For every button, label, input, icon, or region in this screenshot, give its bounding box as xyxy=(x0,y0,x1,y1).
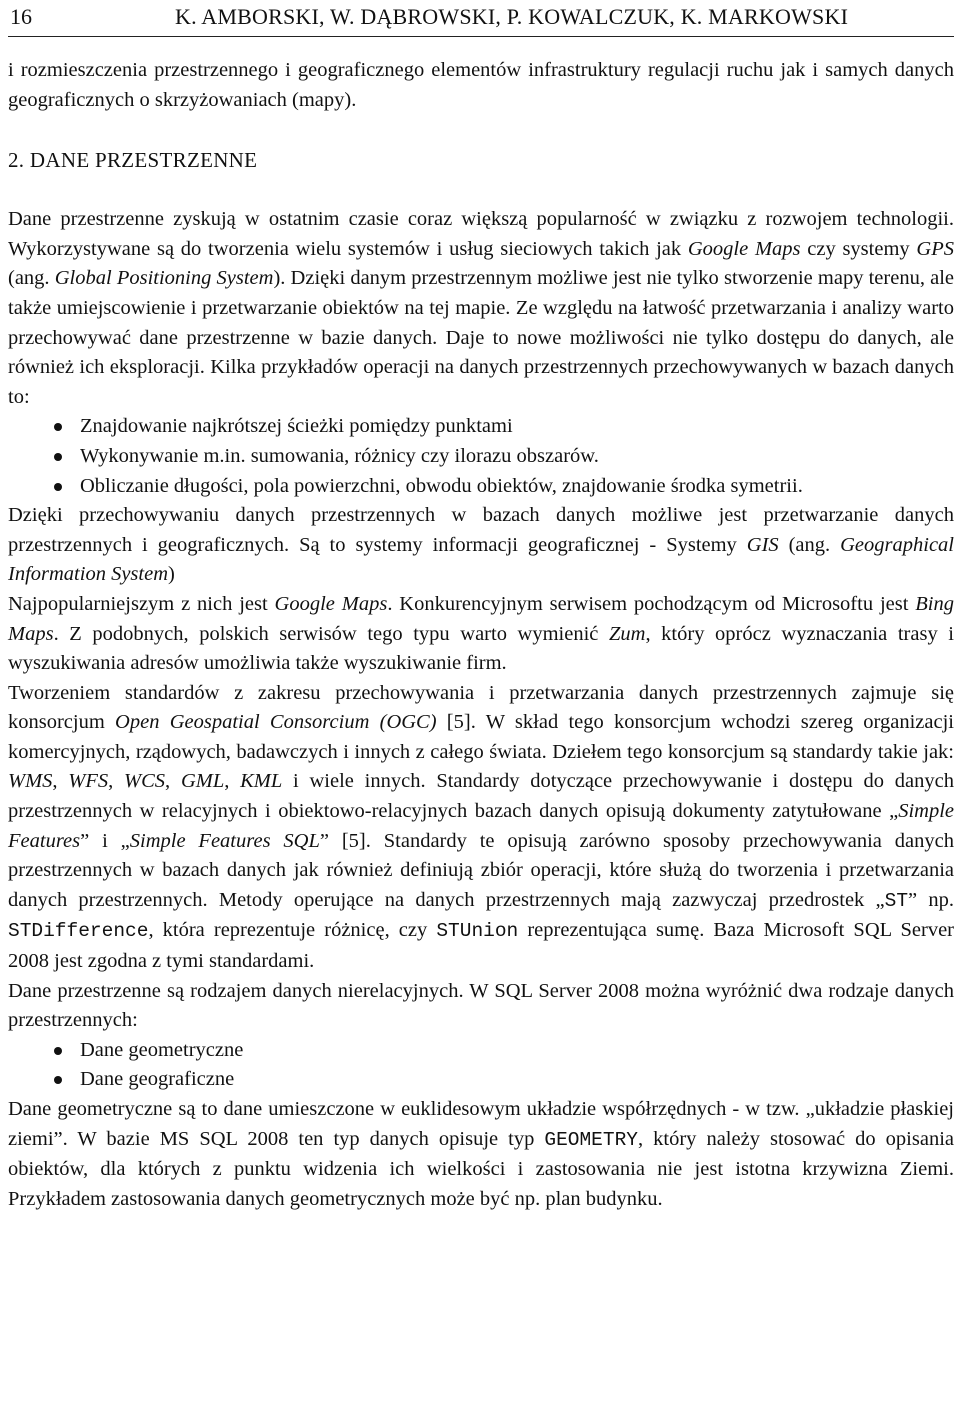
bullet-icon xyxy=(54,453,62,461)
list-item: Obliczanie długości, pola powierzchni, obwodu obiektów, znajdowanie środka symetrii. xyxy=(8,472,954,502)
paragraph-nonrelational: Dane przestrzenne są rodzajem danych nierelacyjnych. W SQL Server 2008 można wyróżnić dwa rodzaje danych przestrzennych: xyxy=(8,979,954,1032)
term-wfs: WFS xyxy=(68,770,109,793)
section-number: 2. xyxy=(8,148,25,173)
bullet-icon xyxy=(54,423,62,431)
section-heading xyxy=(8,145,954,175)
term-zum: Zum xyxy=(608,622,646,645)
list-item: Wykonywanie m.in. sumowania, różnicy czy ilorazu obszarów. xyxy=(8,442,954,472)
spacer xyxy=(8,115,954,145)
document-body xyxy=(8,56,954,1214)
term-gml: GML xyxy=(180,770,225,793)
term-wms: WMS xyxy=(8,770,53,793)
code-stdifference: STDifference xyxy=(8,920,149,943)
header-rule xyxy=(8,36,954,37)
paragraph-gis: Dzięki przechowywaniu danych przestrzennych w bazach danych możliwe jest przetwarzanie danych przestrzennych i geograficznych. Są to systemy informacji geograficznej - Systemy GIS (ang. Geographical Information System) xyxy=(8,504,954,586)
list-item: Dane geometryczne xyxy=(8,1036,954,1066)
code-stunion: STUnion xyxy=(436,920,519,943)
bullet-icon xyxy=(54,1076,62,1084)
operations-list xyxy=(8,412,954,501)
paragraph-standards: Tworzeniem standardów z zakresu przechowywania i przetwarzania danych przestrzennych zajmuje się konsorcjum Open Geospatial Consorcium (OGC) [5]. W skład tego konsorcjum wchodzi szereg organizacji komercyjnych, rządowych, badawczych i innych z całego świata. Dziełem tego konsorcjum są standardy takie jak: WMS, WFS, WCS, GML, KML i wiele innych. Standardy dotyczące przechowywanie i dostępu do danych przestrzennych w relacyjnych i obiektowo-relacyjnych bazach danych opisują dokumenty zatytułowane „Simple Features” i „Simple Features SQL” [5]. Standardy te opisują zarówno sposoby przechowywania danych przestrzennych w bazach danych jak również definiują zbiór operacji, które służą do tworzenia i przetwarzania danych przestrzennych. Metody operujące na danych przestrzennych mają zazwyczaj przedrostek „ST” np. STDifference, która reprezentuje różnicę, czy STUnion reprezentująca sumę. Baza Microsoft SQL Server 2008 jest zgodna z tymi standardami. xyxy=(8,681,955,973)
section-title: DANE PRZESTRZENNE xyxy=(29,148,258,173)
data-types-list xyxy=(8,1036,954,1095)
term-wcs: WCS xyxy=(124,770,166,793)
term-gis: GIS xyxy=(746,533,779,556)
term-geographical-information-system: Geographical Information System xyxy=(8,533,954,586)
intro-paragraph: i rozmieszczenia przestrzennego i geograficznego elementów infrastruktury regulacji ruchu jak i samych danych geograficznych o skrzyżowaniach (mapy). xyxy=(8,59,954,111)
paragraph-geometry: Dane geometryczne są to dane umieszczone w euklidesowym układzie współrzędnych - w tzw. „układzie płaskiej ziemi”. W bazie MS SQL 2008 ten typ danych opisuje typ GEOMETRY, który należy stosować do opisania obiektów, dla których z punktu widzenia ich wielkości i zastosowania nie jest istotna krzywizna Ziemi. Przykładem zastosowania danych geometrycznych może być np. plan budynku. xyxy=(8,1098,955,1210)
term-global-positioning-system: Global Positioning System xyxy=(54,267,274,290)
term-google-maps: Google Maps xyxy=(274,592,388,615)
term-gps: GPS xyxy=(916,237,954,260)
list-item: Znajdowanie najkrótszej ścieżki pomiędzy punktami xyxy=(8,412,954,442)
term-bing-maps: Bing Maps xyxy=(8,592,954,645)
term-kml: KML xyxy=(240,770,283,793)
paragraph-map-services: Najpopularniejszym z nich jest Google Maps. Konkurencyjnym serwisem pochodzącym od Microsoftu jest Bing Maps. Z podobnych, polskich serwisów tego typu warto wymienić Zum, który oprócz wyznaczania trasy i wyszukiwania adresów umożliwia także wyszukiwanie firm. xyxy=(8,592,955,675)
list-item: Dane geograficzne xyxy=(8,1065,954,1095)
term-google-maps: Google Maps xyxy=(687,237,801,260)
term-ogc: Open Geospatial Consorcium (OGC) xyxy=(115,711,437,734)
page-number: 16 xyxy=(10,4,32,29)
bullet-icon xyxy=(54,1047,62,1055)
term-simple-features-sql: Simple Features SQL xyxy=(129,829,320,852)
code-geometry: GEOMETRY xyxy=(544,1128,638,1151)
code-st: ST xyxy=(884,889,909,912)
spacer xyxy=(8,175,954,205)
bullet-icon xyxy=(54,483,62,491)
running-head-authors: K. AMBORSKI, W. DĄBROWSKI, P. KOWALCZUK, K. MARKOWSKI xyxy=(175,4,849,29)
term-simple-features: Simple Features xyxy=(8,800,954,852)
running-head xyxy=(8,2,954,36)
paragraph-spatial-data-intro: Dane przestrzenne zyskują w ostatnim czasie coraz większą popularność w związku z rozwojem technologii. Wykorzystywane są do tworzenia wielu systemów i usług sieciowych takich jak Google Maps czy systemy GPS (ang. Global Positioning System). Dzięki danym przestrzennym możliwe jest nie tylko stworzenie mapy terenu, ale także umiejscowienie i przetwarzanie obiektów na tej mapie. Ze względu na łatwość przetwarzania i analizy warto przechowywać dane przestrzenne w bazie danych. Daje to nowe możliwości nie tylko dostępu do danych, ale również ich eksploracji. Kilka przykładów operacji na danych przestrzennych przechowywanych w bazach danych to: xyxy=(8,208,954,408)
